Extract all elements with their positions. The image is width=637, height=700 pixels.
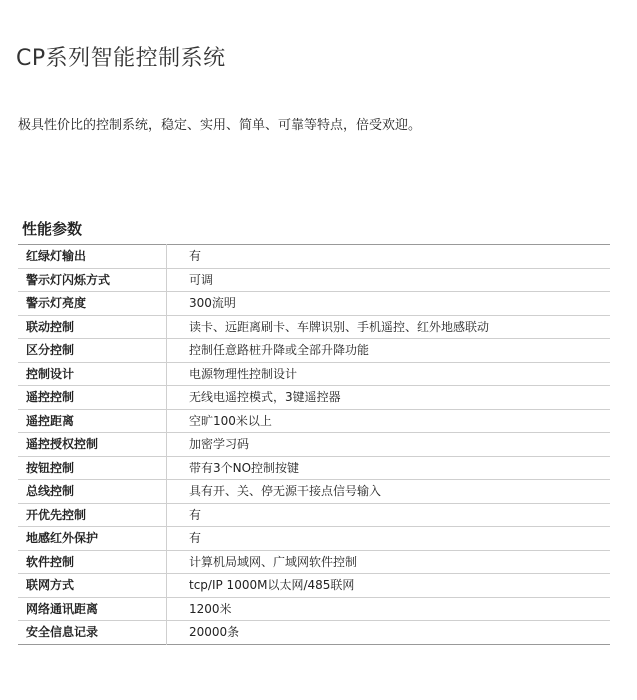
spec-value: 有 — [167, 503, 611, 527]
table-row — [18, 409, 610, 433]
spec-label: 控制设计 — [18, 362, 167, 386]
spec-value: 1200米 — [167, 597, 611, 621]
spec-label: 联网方式 — [18, 574, 167, 598]
spec-value: 带有3个NO控制按键 — [167, 456, 611, 480]
spec-label: 总线控制 — [18, 480, 167, 504]
table-row — [18, 245, 610, 269]
spec-label: 软件控制 — [18, 550, 167, 574]
spec-label: 区分控制 — [18, 339, 167, 363]
table-row — [18, 621, 610, 645]
spec-value: 具有开、关、停无源干接点信号输入 — [167, 480, 611, 504]
spec-label: 遥控授权控制 — [18, 433, 167, 457]
table-row — [18, 362, 610, 386]
specs-heading: 性能参数 — [22, 220, 83, 238]
spec-label: 警示灯闪烁方式 — [18, 268, 167, 292]
spec-label: 警示灯亮度 — [18, 292, 167, 316]
product-description: 极具性价比的控制系统，稳定、实用、简单、可靠等特点，倍受欢迎。 — [18, 118, 422, 133]
table-row — [18, 527, 610, 551]
spec-label: 遥控距离 — [18, 409, 167, 433]
table-row — [18, 433, 610, 457]
spec-value: 控制任意路桩升降或全部升降功能 — [167, 339, 611, 363]
page-title: CP系列智能控制系统 — [16, 45, 226, 71]
table-row — [18, 268, 610, 292]
spec-value: 有 — [167, 245, 611, 269]
table-row — [18, 597, 610, 621]
spec-value: 空旷100米以上 — [167, 409, 611, 433]
spec-label: 地感红外保护 — [18, 527, 167, 551]
spec-value: 电源物理性控制设计 — [167, 362, 611, 386]
table-row — [18, 292, 610, 316]
spec-value: 20000条 — [189, 625, 240, 640]
spec-label: 按钮控制 — [18, 456, 167, 480]
spec-value: tcp/IP 1000M以太网/485联网 — [167, 574, 611, 598]
table-row — [18, 456, 610, 480]
spec-value: 有 — [167, 527, 611, 551]
table-row — [18, 386, 610, 410]
spec-label: 安全信息记录 — [18, 621, 167, 645]
specs-table — [18, 244, 610, 645]
table-row — [18, 315, 610, 339]
spec-label: 开优先控制 — [18, 503, 167, 527]
spec-label: 网络通讯距离 — [18, 597, 167, 621]
spec-value: 加密学习码 — [167, 433, 611, 457]
table-row — [18, 574, 610, 598]
table-row — [18, 503, 610, 527]
table-row — [18, 480, 610, 504]
table-row — [18, 550, 610, 574]
spec-label: 联动控制 — [18, 315, 167, 339]
spec-label: 遥控控制 — [18, 386, 167, 410]
spec-value: 可调 — [167, 268, 611, 292]
spec-value: 无线电遥控模式，3键遥控器 — [167, 386, 611, 410]
spec-label: 红绿灯输出 — [18, 245, 167, 269]
spec-value: 计算机局域网、广域网软件控制 — [167, 550, 611, 574]
spec-value: 300流明 — [167, 292, 611, 316]
table-row — [18, 339, 610, 363]
spec-value: 读卡、远距离刷卡、车牌识别、手机遥控、红外地感联动 — [167, 315, 611, 339]
